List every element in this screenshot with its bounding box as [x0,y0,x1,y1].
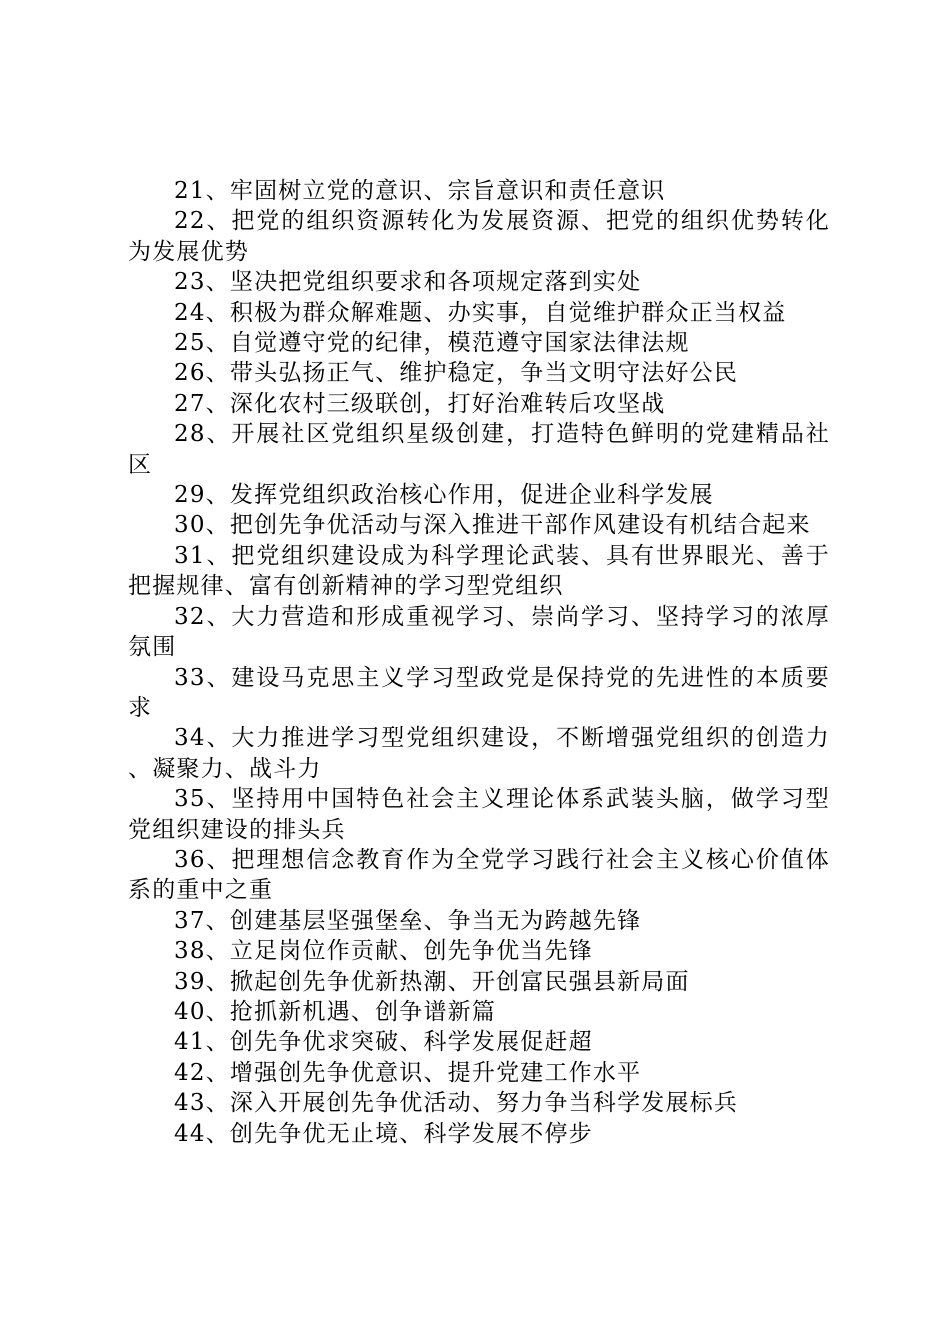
list-item: 43、深入开展创先争优活动、努力争当科学发展标兵 [174,1090,739,1117]
list-item: 30、把创先争优活动与深入推进干部作风建设有机结合起来 [174,512,811,539]
list-item: 33、建设马克思主义学习型政党是保持党的先进性的本质要求 [128,664,830,721]
list-item: 21、牢固树立党的意识、宗旨意识和责任意识 [174,178,666,204]
list-item: 44、创先争优无止境、科学发展不停步 [174,1120,593,1147]
list-item: 23、坚决把党组织要求和各项规定落到实处 [174,269,642,296]
list-item: 29、发挥党组织政治核心作用，促进企业科学发展 [174,482,714,509]
list-item: 25、自觉遵守党的纪律，模范遵守国家法律法规 [174,330,690,357]
list-item: 32、大力营造和形成重视学习、崇尚学习、坚持学习的浓厚氛围 [128,603,830,661]
list-item: 41、创先争优求突破、科学发展促赶超 [174,1029,593,1056]
list-item: 40、抢抓新机遇、创争谱新篇 [174,998,497,1025]
list-item: 37、创建基层坚强堡垒、争当无为跨越先锋 [174,907,642,934]
list-item: 27、深化农村三级联创，打好治难转后攻坚战 [174,390,666,417]
list-item: 22、把党的组织资源转化为发展资源、把党的组织优势转化为发展优势 [128,208,830,265]
list-item: 24、积极为群众解难题、办实事，自觉维护群众正当权益 [174,299,787,326]
list-item: 38、立足岗位作贡献、创先争优当先锋 [174,938,593,965]
list-item: 35、坚持用中国特色社会主义理论体系武装头脑，做学习型党组织建设的排头兵 [128,786,830,843]
list-item: 28、开展社区党组织星级创建，打造特色鲜明的党建精品社区 [128,421,830,478]
list-item: 34、大力推进学习型党组织建设，不断增强党组织的创造力、凝聚力、战斗力 [128,725,830,782]
list-item: 31、把党组织建设成为科学理论武装、具有世界眼光、善于把握规律、富有创新精神的学习型党组织 [128,542,830,600]
list-item: 42、增强创先争优意识、提升党建工作水平 [174,1059,642,1086]
slogan-list [128,176,830,1149]
list-item: 36、把理想信念教育作为全党学习践行社会主义核心价值体系的重中之重 [128,846,830,904]
list-item: 26、带头弘扬正气、维护稳定，争当文明守法好公民 [174,360,739,387]
list-item: 39、掀起创先争优新热潮、开创富民强县新局面 [174,968,690,995]
